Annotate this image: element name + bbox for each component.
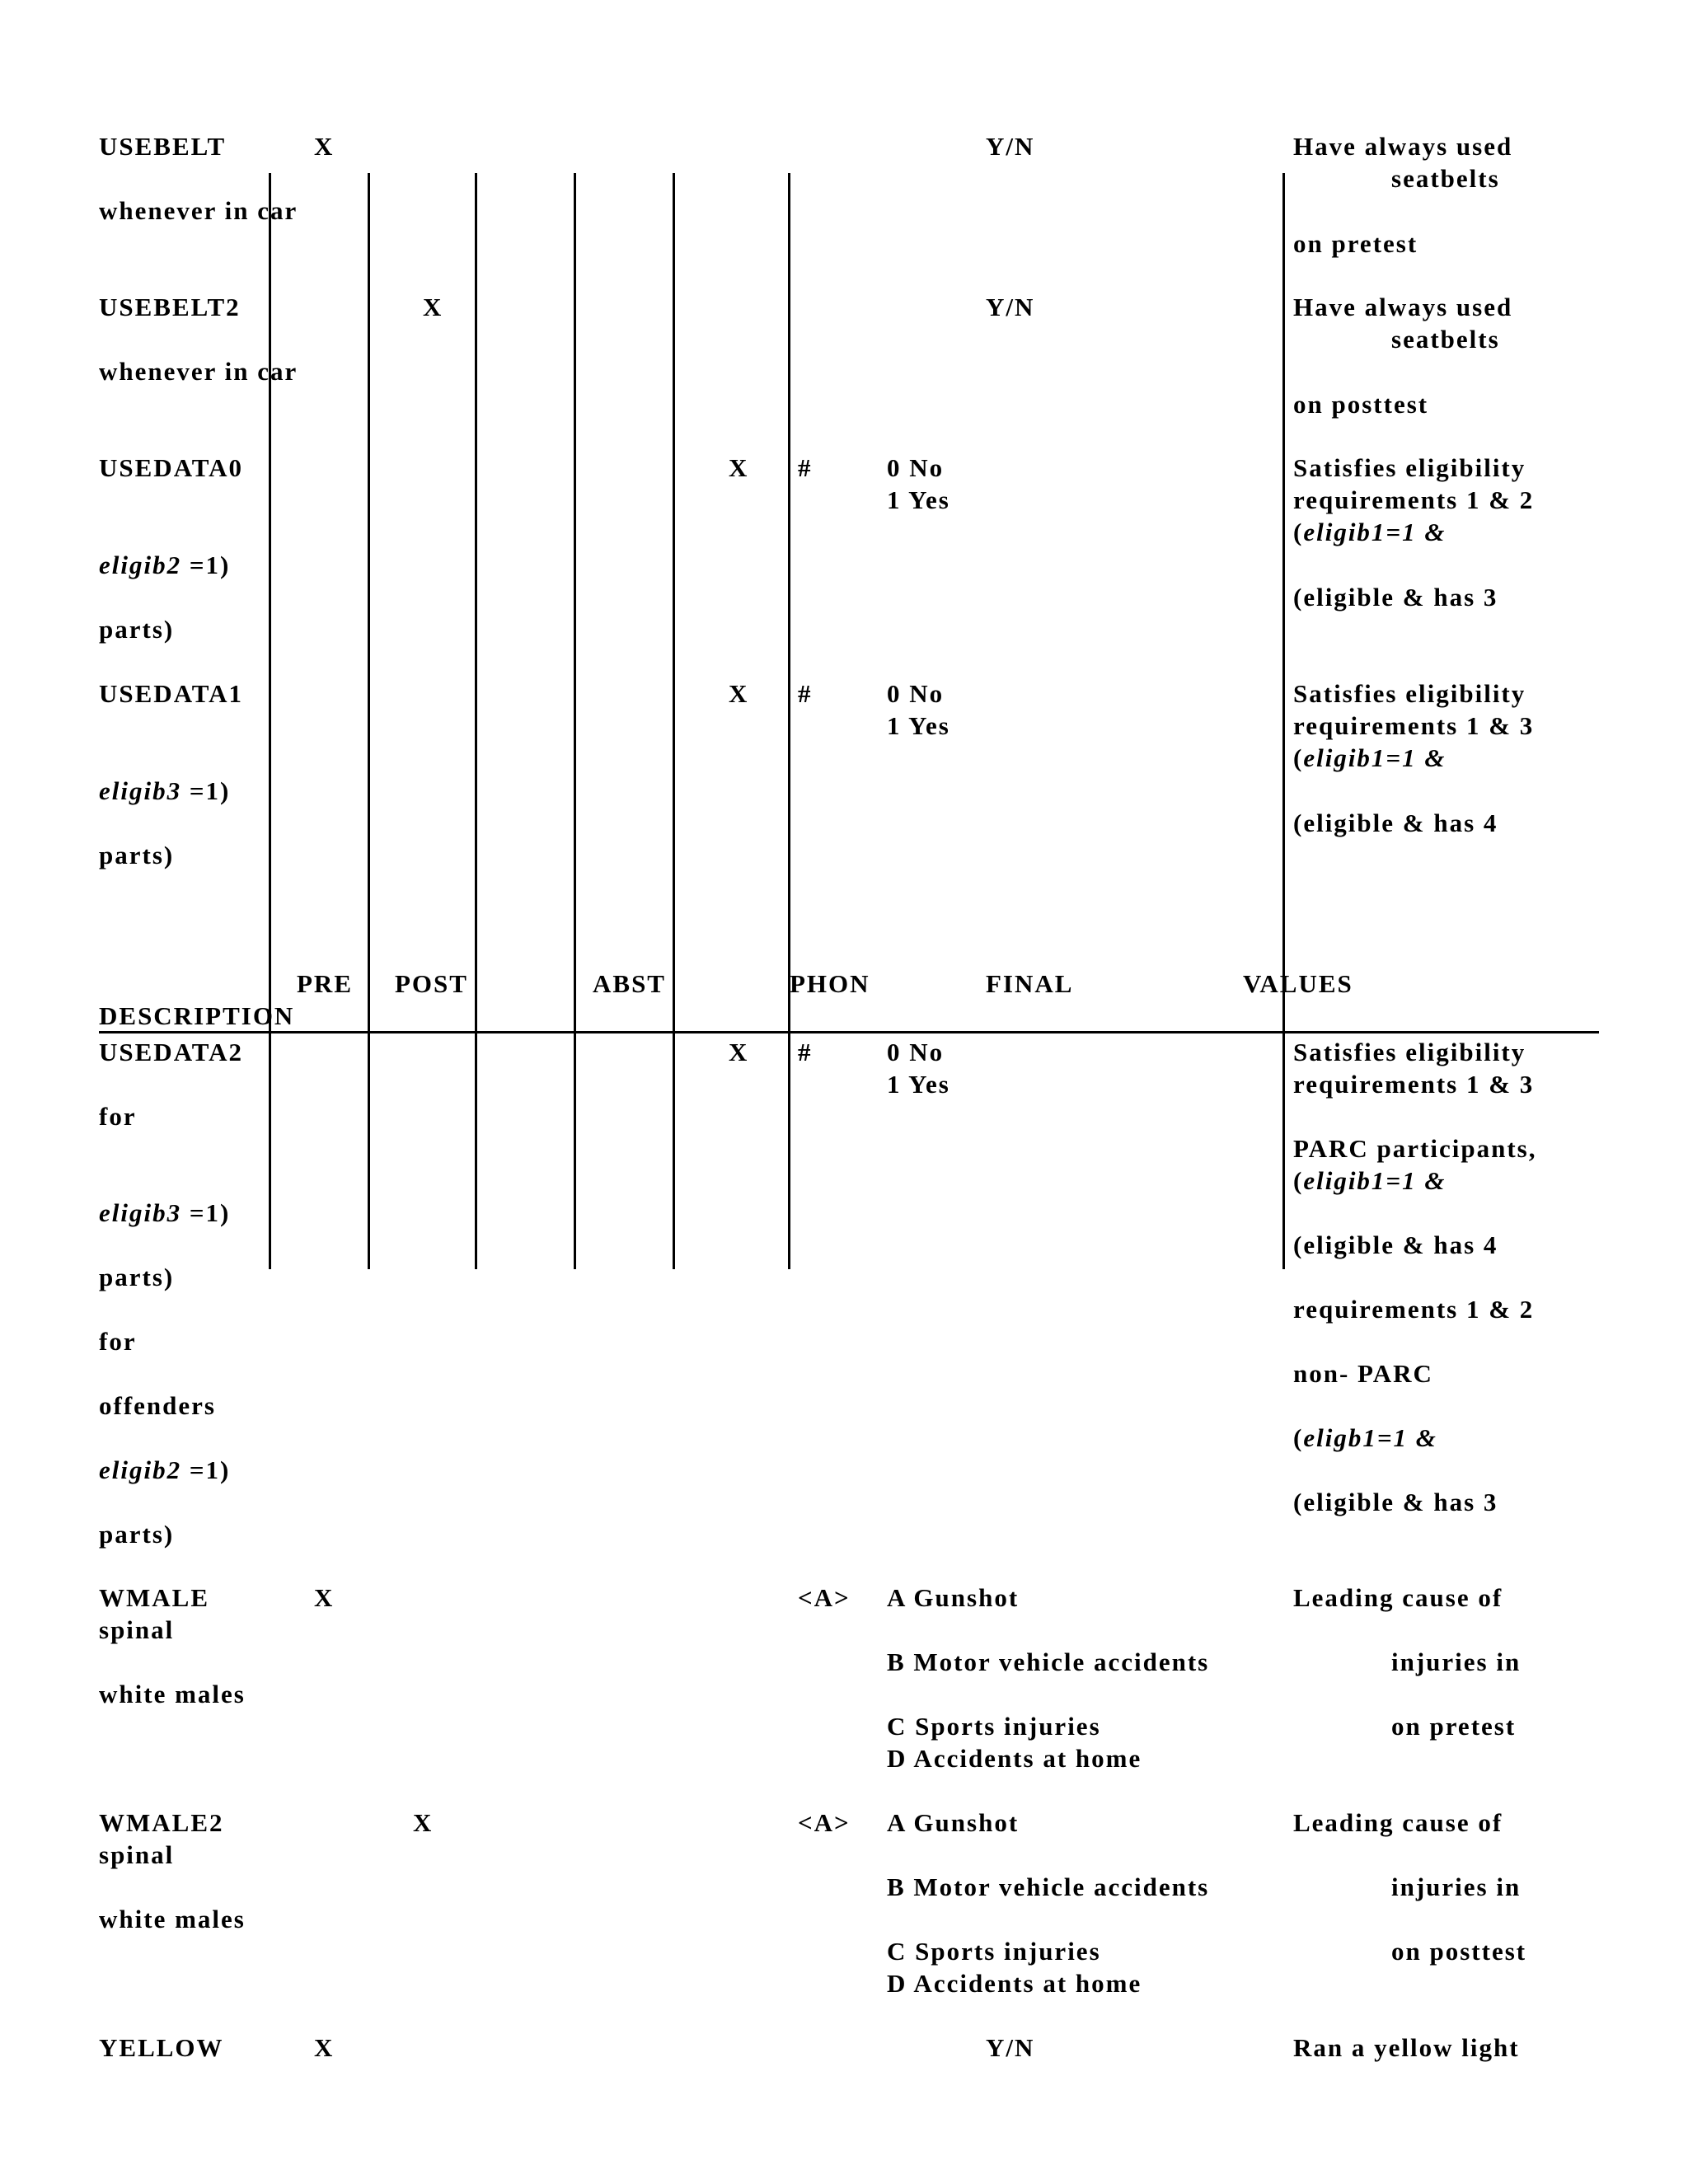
desc-yellow-1: Ran a yellow light xyxy=(1293,2033,1520,2062)
option-wmale2-b: B Motor vehicle accidents xyxy=(887,1872,1210,1901)
column-divider-mid1 xyxy=(475,173,477,1269)
desc-usebelt2-2: seatbelts xyxy=(1391,325,1500,354)
option-wmale-a: A Gunshot xyxy=(887,1583,1020,1612)
desc-usedata2-2: requirements 1 & 3 xyxy=(1293,1070,1535,1099)
desc-usedata2-7: non- PARC xyxy=(1293,1359,1433,1388)
option-wmale-d: D Accidents at home xyxy=(887,1744,1142,1773)
code-wmale2: <A> xyxy=(798,1808,851,1837)
desc-usedata0-4: (eligible & has 3 xyxy=(1293,583,1498,612)
option-wmale2-a: A Gunshot xyxy=(887,1808,1020,1837)
desc-usebelt2-1: Have always used xyxy=(1293,293,1513,321)
value-usedata0-1: 1 Yes xyxy=(887,485,950,514)
cont-usedata0-2: parts) xyxy=(99,615,175,644)
option-wmale2-c: C Sports injuries xyxy=(887,1937,1101,1966)
cont-usedata2-2: eligib3 =1) xyxy=(99,1198,231,1227)
desc-usedata2-5: (eligible & has 4 xyxy=(1293,1230,1498,1259)
cont-usedata1-1: eligib3 =1) xyxy=(99,776,231,805)
cont-usedata2-4: for xyxy=(99,1327,137,1356)
desc-usedata0-1: Satisfies eligibility xyxy=(1293,453,1526,482)
desc-usedata2-4: (eligib1=1 & xyxy=(1293,1166,1447,1195)
var-name-usebelt2: USEBELT2 xyxy=(99,293,241,321)
final-mark-usedata1: X xyxy=(729,679,749,708)
desc-usebelt-1: Have always used xyxy=(1293,132,1513,161)
var-name-wmale2: WMALE2 xyxy=(99,1808,224,1837)
option-wmale-b: B Motor vehicle accidents xyxy=(887,1647,1210,1676)
desc-wmale-3: on pretest xyxy=(1391,1712,1517,1741)
cont-wmale: white males xyxy=(99,1680,246,1708)
desc-wmale-2: injuries in xyxy=(1391,1647,1522,1676)
column-header-pre: PRE xyxy=(297,969,353,998)
final-mark-usedata0: X xyxy=(729,453,749,482)
column-header-final: FINAL xyxy=(986,969,1074,998)
desc-usebelt-3: on pretest xyxy=(1293,229,1418,258)
cont-usedata2-6: eligib2 =1) xyxy=(99,1455,231,1484)
post-mark-wmale2: X xyxy=(413,1808,434,1837)
cont-usedata2-7: parts) xyxy=(99,1520,175,1549)
desc-wmale2-2: injuries in xyxy=(1391,1872,1522,1901)
hash-usedata1: # xyxy=(798,679,813,708)
var-name-yellow: YELLOW xyxy=(99,2033,224,2062)
cont-usebelt: whenever in car xyxy=(99,196,298,225)
desc-usedata2-9: (eligible & has 3 xyxy=(1293,1488,1498,1516)
value-usedata1-0: 0 No xyxy=(887,679,945,708)
value-usedata2-0: 0 No xyxy=(887,1038,945,1066)
desc-usebelt2-3: on posttest xyxy=(1293,390,1429,419)
var-name-usedata0: USEDATA0 xyxy=(99,453,244,482)
cont-usebelt2: whenever in car xyxy=(99,357,298,386)
code-wmale: <A> xyxy=(798,1583,851,1612)
cont-usedata2-3: parts) xyxy=(99,1263,175,1291)
column-header-abst: ABST xyxy=(593,969,666,998)
desc-usedata1-1: Satisfies eligibility xyxy=(1293,679,1526,708)
var-name-wmale-2: spinal xyxy=(99,1615,175,1644)
desc-usedata2-6: requirements 1 & 2 xyxy=(1293,1295,1535,1324)
desc-usedata1-2: requirements 1 & 3 xyxy=(1293,711,1535,740)
post-mark-usebelt2: X xyxy=(423,293,443,321)
desc-usedata2-1: Satisfies eligibility xyxy=(1293,1038,1526,1066)
cont-usedata0-1: eligib2 =1) xyxy=(99,551,231,579)
code-usebelt: Y/N xyxy=(986,132,1035,161)
value-usedata2-1: 1 Yes xyxy=(887,1070,950,1099)
pre-mark-usebelt: X xyxy=(314,132,335,161)
code-usebelt2: Y/N xyxy=(986,293,1035,321)
column-divider-phon xyxy=(788,173,790,1269)
desc-wmale2-3: on posttest xyxy=(1391,1937,1527,1966)
var-name-wmale2-2: spinal xyxy=(99,1840,175,1869)
desc-usedata2-8: (eligb1=1 & xyxy=(1293,1423,1437,1452)
hash-usedata0: # xyxy=(798,453,813,482)
header-rule xyxy=(99,1031,1599,1033)
cont-usedata2-1: for xyxy=(99,1102,137,1131)
pre-mark-yellow: X xyxy=(314,2033,335,2062)
desc-usedata0-3: (eligib1=1 & xyxy=(1293,518,1447,546)
hash-usedata2: # xyxy=(798,1038,813,1066)
var-name-wmale: WMALE xyxy=(99,1583,209,1612)
pre-mark-wmale: X xyxy=(314,1583,335,1612)
value-usedata0-0: 0 No xyxy=(887,453,945,482)
cont-wmale2: white males xyxy=(99,1905,246,1933)
column-divider-pre xyxy=(269,173,271,1269)
option-wmale2-d: D Accidents at home xyxy=(887,1969,1142,1998)
var-name-usebelt: USEBELT xyxy=(99,132,227,161)
desc-usedata0-2: requirements 1 & 2 xyxy=(1293,485,1535,514)
desc-usedata1-3: (eligib1=1 & xyxy=(1293,743,1447,772)
final-mark-usedata2: X xyxy=(729,1038,749,1066)
column-header-phon: PHON xyxy=(790,969,870,998)
column-divider-values xyxy=(1282,173,1285,1269)
cont-usedata2-5: offenders xyxy=(99,1391,216,1420)
column-divider-mid2 xyxy=(673,173,675,1269)
desc-usebelt-2: seatbelts xyxy=(1391,164,1500,193)
column-divider-post xyxy=(368,173,370,1269)
value-usedata1-1: 1 Yes xyxy=(887,711,950,740)
desc-wmale-1: Leading cause of xyxy=(1293,1583,1503,1612)
column-header-post: POST xyxy=(395,969,468,998)
var-name-usedata2: USEDATA2 xyxy=(99,1038,244,1066)
var-name-usedata1: USEDATA1 xyxy=(99,679,244,708)
desc-wmale2-1: Leading cause of xyxy=(1293,1808,1503,1837)
desc-usedata2-3: PARC participants, xyxy=(1293,1134,1537,1163)
code-yellow: Y/N xyxy=(986,2033,1035,2062)
column-divider-abst xyxy=(574,173,576,1269)
option-wmale-c: C Sports injuries xyxy=(887,1712,1101,1741)
column-header-description: DESCRIPTION xyxy=(99,1001,295,1030)
column-header-values: VALUES xyxy=(1243,969,1353,998)
cont-usedata1-2: parts) xyxy=(99,841,175,869)
desc-usedata1-4: (eligible & has 4 xyxy=(1293,808,1498,837)
